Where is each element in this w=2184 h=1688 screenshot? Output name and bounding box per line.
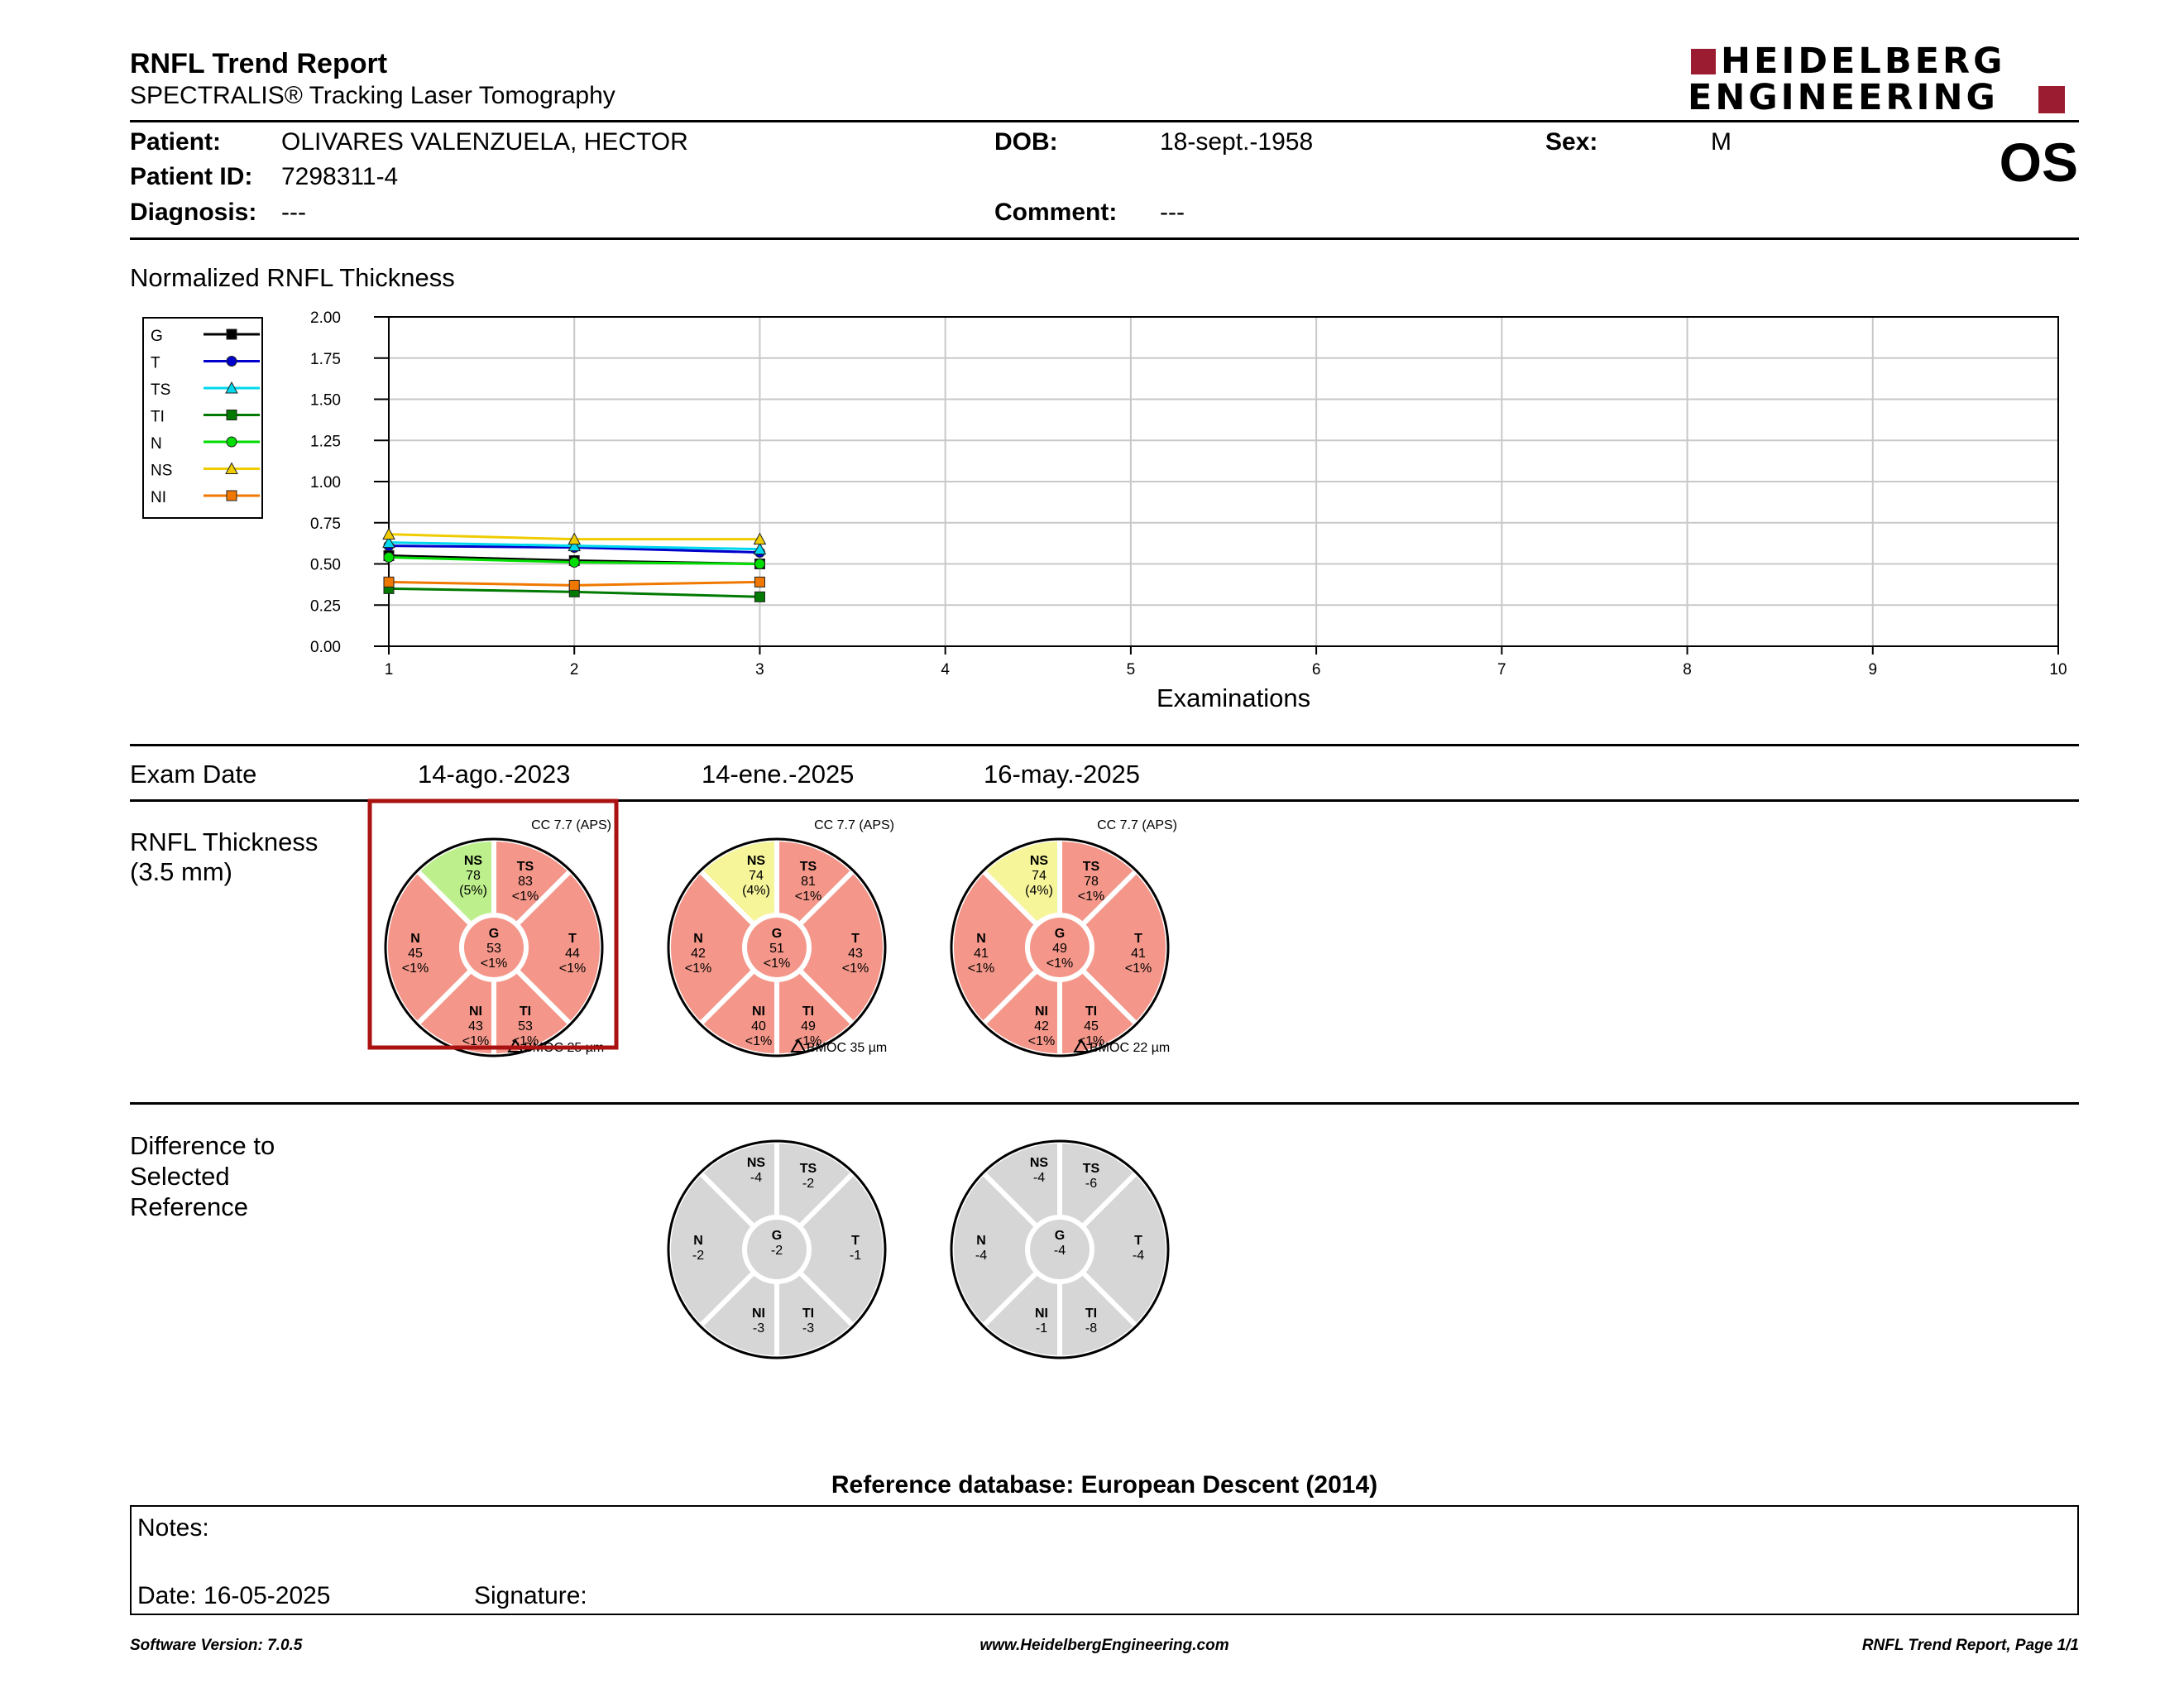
patient-id-label: Patient ID: <box>130 163 253 190</box>
x-tick-label: 2 <box>569 661 579 679</box>
thickness-1-pct-ti: <1% <box>511 1034 539 1048</box>
page-number: RNFL Trend Report, Page 1/1 <box>1861 1637 2079 1654</box>
thickness-1-pct-n: <1% <box>401 961 429 976</box>
thickness-1-pct-ns: (5%) <box>459 884 487 898</box>
thickness-1-bmoc-label: BMOC 25 µm <box>524 1041 605 1055</box>
thickness-1-pct-ts: <1% <box>511 890 539 904</box>
thickness-2-value-ns: 74 <box>749 869 764 883</box>
legend-label-ns: NS <box>151 462 173 480</box>
difference-1-value-n: -2 <box>692 1249 705 1263</box>
data-point-ni <box>384 577 394 587</box>
difference-1-label-ns: NS <box>746 1156 766 1170</box>
comment-value: --- <box>1160 199 1185 226</box>
difference-2-label-ts: TS <box>1082 1162 1100 1176</box>
thickness-1-label-t: T <box>568 932 577 946</box>
exam-date-2: 14-ene.-2025 <box>702 760 855 789</box>
exam-date-3: 16-may.-2025 <box>984 760 1140 789</box>
difference-2-label-ni: NI <box>1035 1307 1048 1321</box>
legend-label-ts: TS <box>151 381 171 399</box>
thickness-1-value-ns: 78 <box>466 869 481 883</box>
thickness-2-label-n: N <box>693 932 703 946</box>
thickness-3-cc-label: CC 7.7 (APS) <box>1097 818 1177 832</box>
difference-2-value-ni: -1 <box>1035 1321 1048 1336</box>
thickness-3-label-n: N <box>976 932 986 946</box>
thickness-3-value-t: 41 <box>1131 947 1146 961</box>
data-point-n <box>569 558 579 568</box>
sex-value: M <box>1711 128 1731 156</box>
thickness-sublabel: (3.5 mm) <box>130 857 232 886</box>
thickness-2-label-ni: NI <box>752 1005 765 1019</box>
thickness-3-bmoc-label: BMOC 22 µm <box>1090 1041 1171 1055</box>
difference-1-value-g: -2 <box>770 1244 783 1258</box>
thickness-3-label-t: T <box>1134 932 1142 946</box>
difference-1-label-g: G <box>771 1229 783 1243</box>
comment-label: Comment: <box>994 199 1118 226</box>
sex-label: Sex: <box>1545 128 1598 156</box>
chart-xlabel: Examinations <box>1157 683 1311 712</box>
reference-database: Reference database: European Descent (2014) <box>831 1471 1378 1499</box>
eye-label: OS <box>1999 132 2078 193</box>
thickness-2-value-ti: 49 <box>801 1019 816 1033</box>
diagnosis-value: --- <box>281 199 306 226</box>
thickness-3-pct-ns: (4%) <box>1025 884 1053 898</box>
thickness-3-label-ns: NS <box>1029 854 1049 868</box>
thickness-2-label-t: T <box>851 932 860 946</box>
patient-id: 7298311-4 <box>281 163 399 190</box>
difference-1-label-ni: NI <box>752 1307 765 1321</box>
difference-2-label-ti: TI <box>1085 1307 1098 1321</box>
thickness-3-label-g: G <box>1054 927 1066 941</box>
difference-1-label-ts: TS <box>799 1162 817 1176</box>
notes-date: Date: 16-05-2025 <box>137 1582 331 1609</box>
thickness-2-pct-ni: <1% <box>745 1034 773 1048</box>
difference-2-value-ns: -4 <box>1032 1171 1046 1185</box>
thickness-2-label-ts: TS <box>799 860 817 874</box>
thickness-3-value-ni: 42 <box>1034 1019 1049 1033</box>
difference-2-label-t: T <box>1134 1234 1142 1248</box>
report-title: RNFL Trend Report <box>130 48 388 79</box>
thickness-3-value-ti: 45 <box>1084 1019 1099 1033</box>
thickness-1-label-ns: NS <box>463 854 483 868</box>
thickness-2-circle <box>668 839 888 1056</box>
difference-2-label-n: N <box>976 1234 986 1248</box>
difference-1-value-ni: -3 <box>752 1321 765 1336</box>
legend-label-ti: TI <box>151 408 165 426</box>
thickness-2-pct-n: <1% <box>684 961 712 976</box>
thickness-2-value-g: 51 <box>769 942 784 956</box>
y-tick-label: 0.00 <box>310 639 341 656</box>
data-point-ti <box>754 592 764 602</box>
thickness-1-value-ts: 83 <box>518 875 533 889</box>
thickness-3-label-ni: NI <box>1035 1005 1048 1019</box>
data-point-n <box>754 559 764 569</box>
difference-1-value-ns: -4 <box>750 1171 763 1185</box>
thickness-2-value-n: 42 <box>691 947 706 961</box>
thickness-1-label-ti: TI <box>519 1005 532 1019</box>
x-tick-label: 9 <box>1868 661 1878 679</box>
thickness-3-label-ts: TS <box>1082 860 1100 874</box>
thickness-2-pct-g: <1% <box>763 957 791 971</box>
difference-2-label-ns: NS <box>1029 1156 1049 1170</box>
x-tick-label: 5 <box>1126 661 1136 679</box>
legend-label-t: T <box>151 354 160 372</box>
thickness-2-value-t: 43 <box>848 947 863 961</box>
dob-value: 18-sept.-1958 <box>1160 128 1314 156</box>
thickness-2-value-ts: 81 <box>801 875 816 889</box>
difference-2-label-g: G <box>1054 1229 1066 1243</box>
thickness-1-value-t: 44 <box>565 947 580 961</box>
notes-box <box>130 1505 2079 1615</box>
difference-1-value-ti: -3 <box>802 1321 815 1336</box>
exam-date-label: Exam Date <box>130 760 257 789</box>
dob-label: DOB: <box>994 128 1058 156</box>
thickness-label: RNFL Thickness <box>130 827 318 856</box>
thickness-1-value-ti: 53 <box>518 1019 533 1033</box>
data-point-ni <box>569 580 579 590</box>
difference-label-1: Difference to <box>130 1131 275 1160</box>
signature-label: Signature: <box>474 1582 587 1609</box>
y-tick-label: 0.25 <box>310 597 341 616</box>
thickness-3-circle <box>951 839 1171 1056</box>
x-tick-label: 3 <box>755 661 764 679</box>
thickness-3-pct-t: <1% <box>1124 961 1152 976</box>
difference-2-circle <box>951 1141 1168 1358</box>
thickness-divider <box>130 1102 2079 1105</box>
difference-1-value-ts: -2 <box>802 1177 815 1191</box>
thickness-2-pct-ns: (4%) <box>742 884 770 898</box>
difference-label-2: Selected <box>130 1162 230 1191</box>
thickness-1-value-ni: 43 <box>468 1019 483 1033</box>
y-tick-label: 1.25 <box>310 433 341 451</box>
y-tick-label: 2.00 <box>310 309 341 327</box>
difference-1-label-t: T <box>851 1234 860 1248</box>
brand-line-2: ENGINEERING <box>1688 77 1999 118</box>
data-point-ni <box>754 577 764 587</box>
thickness-3-value-ts: 78 <box>1084 875 1099 889</box>
thickness-2-pct-ti: <1% <box>794 1034 822 1048</box>
legend-label-n: N <box>151 435 162 453</box>
difference-2-value-ts: -6 <box>1085 1177 1098 1191</box>
legend-label-ni: NI <box>151 489 166 506</box>
report-subtitle: SPECTRALIS® Tracking Laser Tomography <box>130 82 615 109</box>
exam-date-1: 14-ago.-2023 <box>418 760 571 789</box>
thickness-3-value-g: 49 <box>1052 942 1067 956</box>
thickness-3-pct-ti: <1% <box>1077 1034 1105 1048</box>
rnfl-trend-chart <box>0 0 2184 728</box>
thickness-1-pct-g: <1% <box>480 957 508 971</box>
thickness-2-label-g: G <box>771 927 783 941</box>
diagnosis-label: Diagnosis: <box>130 199 257 226</box>
x-tick-label: 7 <box>1497 661 1506 679</box>
difference-circles <box>0 1109 2184 1382</box>
x-tick-label: 8 <box>1683 661 1692 679</box>
thickness-2-label-ti: TI <box>802 1005 815 1019</box>
y-tick-label: 1.75 <box>310 350 341 368</box>
website[interactable]: www.HeidelbergEngineering.com <box>979 1637 1229 1654</box>
patient-label: Patient: <box>130 128 222 156</box>
thickness-3-pct-n: <1% <box>967 961 995 976</box>
thickness-3-pct-ts: <1% <box>1077 890 1105 904</box>
thickness-3-value-n: 41 <box>974 947 989 961</box>
thickness-1-cc-label: CC 7.7 (APS) <box>531 818 611 832</box>
difference-1-value-t: -1 <box>849 1249 862 1263</box>
thickness-2-value-ni: 40 <box>751 1019 766 1033</box>
data-point-n <box>384 553 394 563</box>
thickness-3-pct-g: <1% <box>1046 957 1074 971</box>
difference-2-value-n: -4 <box>975 1249 988 1263</box>
chart-title: Normalized RNFL Thickness <box>130 263 455 292</box>
difference-label-3: Reference <box>130 1192 249 1221</box>
chart-divider <box>130 744 2079 746</box>
thickness-1-pct-t: <1% <box>558 961 587 976</box>
thickness-1-value-n: 45 <box>408 947 423 961</box>
difference-1-circle <box>668 1141 885 1358</box>
notes-label: Notes: <box>137 1514 209 1542</box>
difference-1-label-ti: TI <box>802 1307 815 1321</box>
thickness-1-label-ts: TS <box>516 860 534 874</box>
thickness-circles <box>0 794 2184 1092</box>
thickness-1-circle <box>386 839 605 1056</box>
difference-2-value-g: -4 <box>1053 1244 1066 1258</box>
x-tick-label: 6 <box>1311 661 1321 679</box>
patient-name: OLIVARES VALENZUELA, HECTOR <box>281 128 688 156</box>
thickness-3-label-ti: TI <box>1085 1005 1098 1019</box>
thickness-1-label-g: G <box>488 927 500 941</box>
y-tick-label: 1.00 <box>310 474 341 492</box>
x-tick-label: 4 <box>941 661 950 679</box>
difference-2-value-ti: -8 <box>1085 1321 1098 1336</box>
thickness-1-label-n: N <box>410 932 420 946</box>
thickness-3-pct-ni: <1% <box>1027 1034 1056 1048</box>
difference-1-label-n: N <box>693 1234 703 1248</box>
x-tick-label: 10 <box>2049 661 2067 679</box>
thickness-2-pct-ts: <1% <box>794 890 822 904</box>
thickness-2-label-ns: NS <box>746 854 766 868</box>
legend-label-g: G <box>151 328 163 345</box>
thickness-2-bmoc-label: BMOC 35 µm <box>807 1041 888 1055</box>
thickness-2-pct-t: <1% <box>841 961 869 976</box>
difference-2-value-t: -4 <box>1132 1249 1145 1263</box>
software-version: Software Version: 7.0.5 <box>130 1637 303 1654</box>
thickness-1-value-g: 53 <box>486 942 501 956</box>
thickness-2-cc-label: CC 7.7 (APS) <box>814 818 894 832</box>
thickness-3-value-ns: 74 <box>1032 869 1046 883</box>
y-tick-label: 0.50 <box>310 556 341 574</box>
brand-line-1: HEIDELBERG <box>1721 41 2006 82</box>
thickness-1-label-ni: NI <box>469 1005 482 1019</box>
y-tick-label: 1.50 <box>310 391 341 410</box>
x-tick-label: 1 <box>384 661 394 679</box>
y-tick-label: 0.75 <box>310 515 341 533</box>
thickness-1-pct-ni: <1% <box>462 1034 490 1048</box>
